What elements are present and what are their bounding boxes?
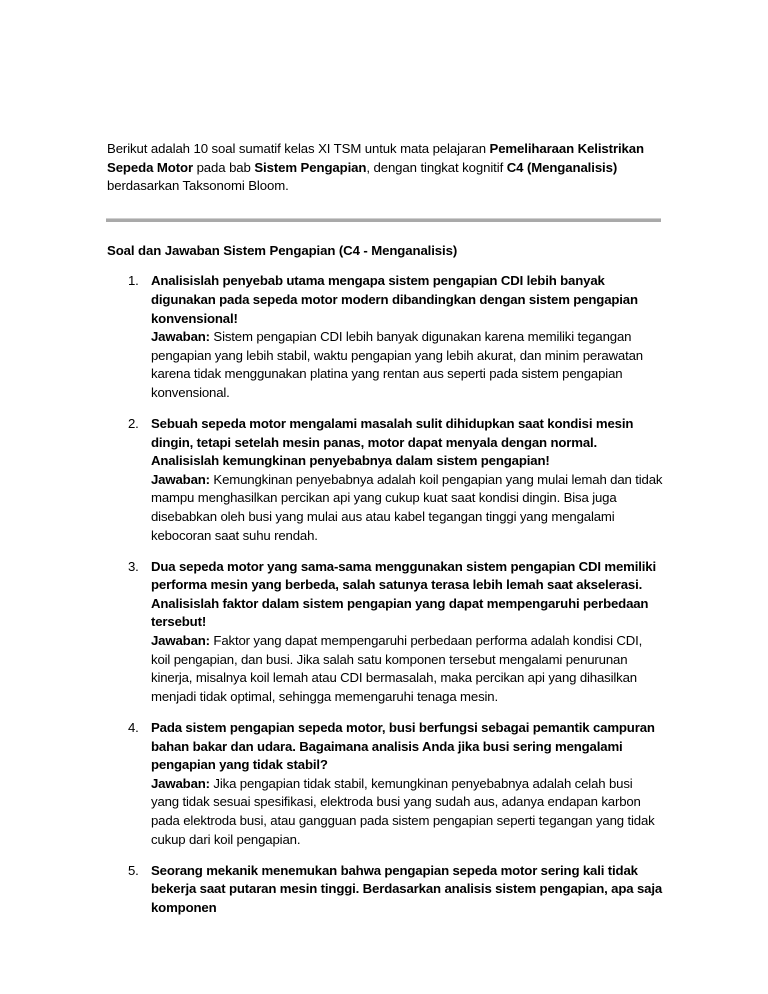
question-item bbox=[107, 272, 663, 402]
question-number: 4. bbox=[128, 719, 139, 735]
intro-paragraph bbox=[107, 140, 663, 196]
question-number: 2. bbox=[128, 416, 139, 432]
section-title: Soal dan Jawaban Sistem Pengapian (C4 - Menganalisis) bbox=[107, 242, 458, 258]
answer-text: Faktor yang dapat mempengaruhi perbedaan performa adalah kondisi CDI, koil pengapian, dan busi. Jika salah satu komponen tersebut mengalami penurunan kinerja, misalnya koil lemah atau CDI bermasalah, maka percikan api yang dihasilkan menjadi tidak optimal, sehingga memengaruhi tenaga mesin. bbox=[151, 633, 643, 704]
question-number: 3. bbox=[128, 558, 139, 574]
intro-text: , dengan tingkat kognitif bbox=[366, 159, 507, 175]
subject-name: Pemeliharaan Kelistrikan Sepeda Motor bbox=[107, 141, 644, 175]
question-list bbox=[107, 272, 663, 917]
question-item bbox=[107, 719, 663, 849]
answer-label: Jawaban: bbox=[151, 329, 210, 345]
question-text: Pada sistem pengapian sepeda motor, busi berfungsi sebagai pemantik campuran bahan bakar dan udara. Bagaimana analisis Anda jika busi sering mengalami pengapian yang tidak stabil? bbox=[151, 719, 655, 773]
question-item bbox=[107, 558, 663, 707]
answer-text: Jika pengapian tidak stabil, kemungkinan penyebabnya adalah celah busi yang tidak sesuai spesifikasi, elektroda busi yang sudah aus, adanya endapan karbon pada elektroda busi, atau gangguan pada sistem pengapian seperti tegangan yang tidak cukup dari koil pengapian. bbox=[151, 775, 655, 847]
intro-text: berdasarkan Taksonomi Bloom. bbox=[107, 178, 289, 194]
question-number: 5. bbox=[128, 862, 139, 878]
answer-label: Jawaban: bbox=[151, 775, 210, 791]
intro-text: pada bab bbox=[193, 159, 255, 175]
question-item bbox=[107, 862, 663, 918]
question-text: Analisislah penyebab utama mengapa sistem pengapian CDI lebih banyak digunakan pada sepeda motor modern dibandingkan dengan sistem pengapian konvensional! bbox=[151, 273, 638, 326]
question-text: Seorang mekanik menemukan bahwa pengapian sepeda motor sering kali tidak bekerja saat putaran mesin tinggi. Berdasarkan analisis sistem pengapian, apa saja komponen bbox=[151, 862, 663, 915]
question-item bbox=[107, 415, 663, 545]
question-text: Dua sepeda motor yang sama-sama menggunakan sistem pengapian CDI memiliki performa mesin yang berbeda, salah satunya terasa lebih lemah saat akselerasi. Analisislah faktor dalam sistem pengapian yang dapat mempengaruhi perbedaan tersebut! bbox=[151, 558, 656, 630]
question-text: Sebuah sepeda motor mengalami masalah sulit dihidupkan saat kondisi mesin dingin, tetapi setelah mesin panas, motor dapat menyala dengan normal. Analisislah kemungkinan penyebabnya dalam sistem pengapian! bbox=[151, 416, 634, 469]
answer-label: Jawaban: bbox=[151, 471, 210, 487]
document-page bbox=[107, 140, 663, 930]
horizontal-rule bbox=[106, 218, 661, 222]
answer-text: Sistem pengapian CDI lebih banyak digunakan karena memiliki tegangan pengapian yang lebih stabil, waktu pengapian yang lebih akurat, dan minim perawatan karena tidak menggunakan platina yang rentan aus seperti pada sistem pengapian konvensional. bbox=[151, 329, 643, 400]
intro-text: Berikut adalah 10 soal sumatif kelas XI TSM untuk mata pelajaran bbox=[107, 141, 490, 156]
chapter-name: Sistem Pengapian bbox=[254, 159, 367, 175]
question-number: 1. bbox=[128, 273, 139, 289]
answer-label: Jawaban: bbox=[151, 633, 210, 649]
cognitive-level: C4 (Menganalisis) bbox=[506, 159, 618, 175]
answer-text: Kemungkinan penyebabnya adalah koil pengapian yang mulai lemah dan tidak mampu menghasilkan percikan api yang cukup kuat saat kondisi dingin. Bisa juga disebabkan oleh busi yang mulai aus atau kabel tegangan tinggi yang mengalami kebocoran saat suhu rendah. bbox=[151, 471, 663, 543]
